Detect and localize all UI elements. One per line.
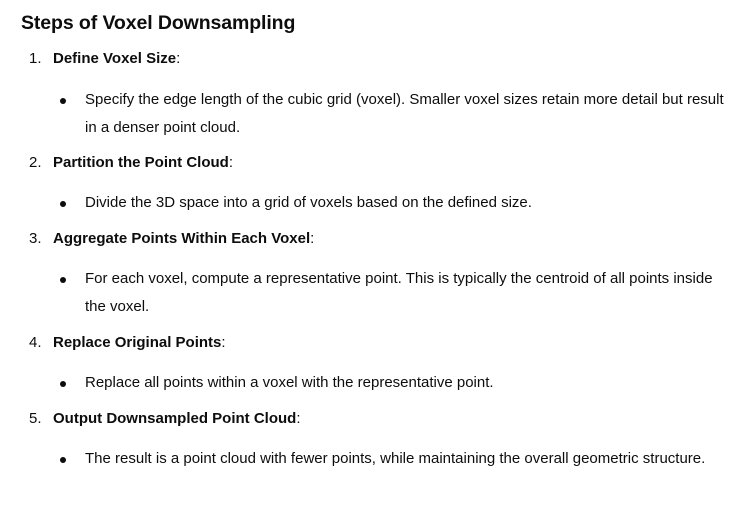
- bullet-icon: [60, 457, 66, 463]
- step-bullet: [85, 86, 725, 142]
- step-bullet: [85, 369, 725, 397]
- step-heading: [29, 48, 180, 70]
- step-colon: :: [296, 410, 301, 427]
- step-heading: [29, 408, 300, 430]
- step-bullet: [85, 189, 725, 217]
- step-heading: [29, 332, 226, 354]
- bullet-text: The result is a point cloud with fewer points, while maintaining the overall geometric structure.: [85, 450, 706, 467]
- step-bullet: [85, 265, 725, 321]
- step-number: 4.: [29, 334, 42, 351]
- step-number: 1.: [29, 50, 42, 67]
- step-bullet: [85, 445, 725, 473]
- bullet-text: Divide the 3D space into a grid of voxels based on the defined size.: [85, 194, 532, 211]
- step-number: 2.: [29, 154, 42, 171]
- step-title: Partition the Point Cloud: [53, 154, 229, 171]
- step-title: Replace Original Points: [53, 334, 222, 351]
- step-colon: :: [228, 154, 233, 171]
- step-title: Output Downsampled Point Cloud: [53, 410, 297, 427]
- step-title: Aggregate Points Within Each Voxel: [53, 230, 311, 247]
- bullet-icon: [60, 277, 66, 283]
- bullet-text: For each voxel, compute a representative point. This is typically the centroid of all points inside the voxel.: [85, 270, 713, 315]
- bullet-icon: [60, 98, 66, 104]
- step-colon: :: [176, 50, 181, 67]
- step-colon: :: [221, 334, 226, 351]
- step-colon: :: [310, 230, 315, 247]
- step-heading: [29, 228, 314, 250]
- bullet-icon: [60, 381, 66, 387]
- step-heading: [29, 152, 233, 174]
- bullet-text: Replace all points within a voxel with the representative point.: [85, 374, 494, 391]
- step-title: Define Voxel Size: [53, 50, 177, 67]
- bullet-text: Specify the edge length of the cubic grid (voxel). Smaller voxel sizes retain more detail but result in a denser point cloud.: [85, 91, 724, 136]
- step-number: 5.: [29, 410, 42, 427]
- step-number: 3.: [29, 230, 42, 247]
- bullet-icon: [60, 201, 66, 207]
- section-heading: Steps of Voxel Downsampling: [21, 12, 296, 34]
